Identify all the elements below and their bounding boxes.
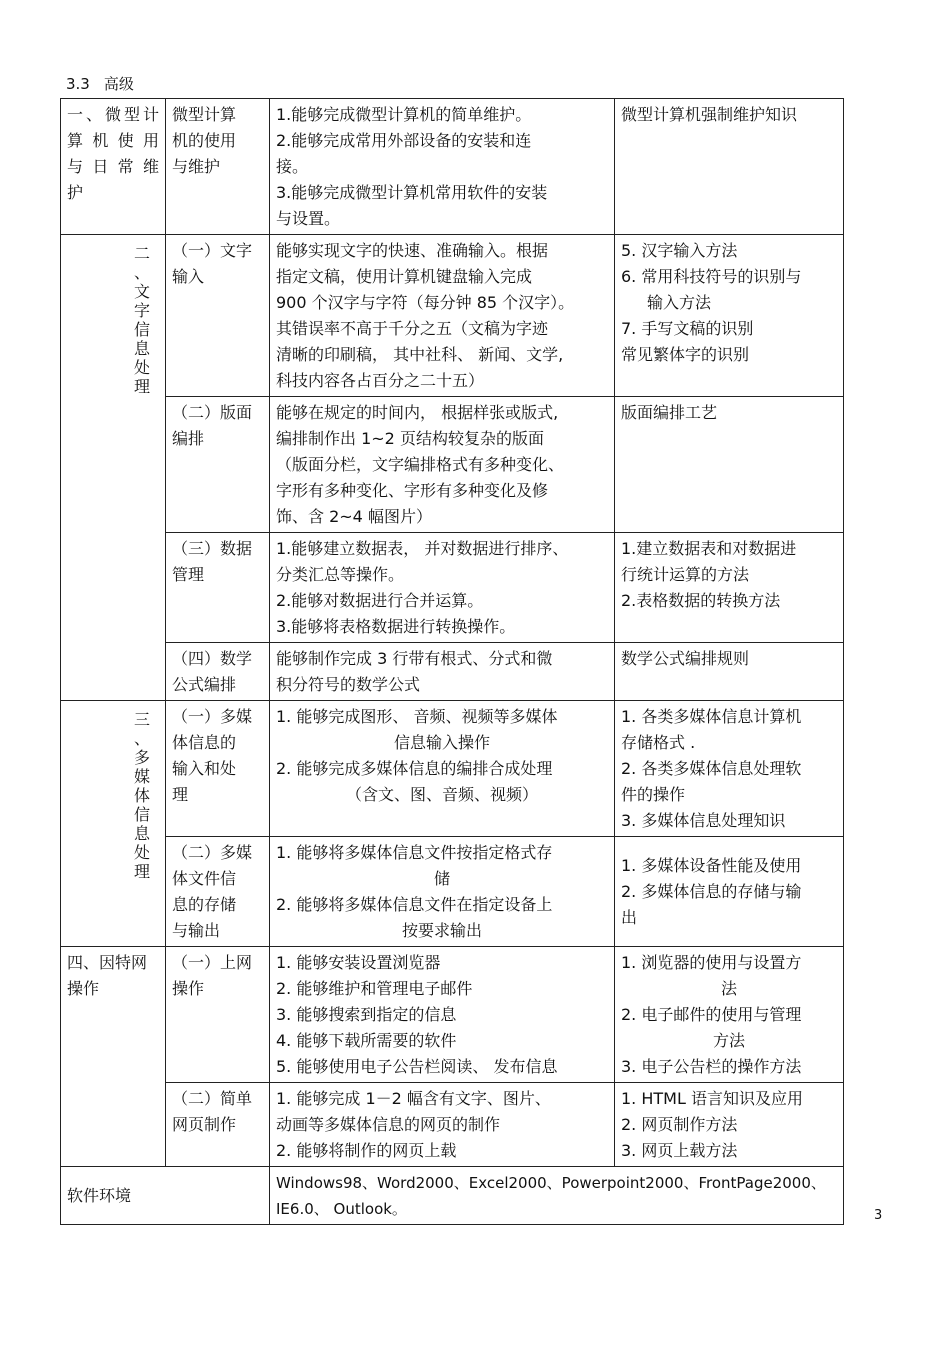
knowledge-cell: 1. 多媒体设备性能及使用 2. 多媒体信息的存储与输 出 bbox=[615, 837, 844, 947]
skills-cell: 能够实现文字的快速、准确输入。根据 指定文稿，使用计算机键盘输入完成 900 个汉字与字符（每分钟 85 个汉字）。 其错误率不高于千分之五（文稿为字迹 清晰的印刷稿， 其中社科、 新闻、文学, 科技内容各占百分之二十五） bbox=[270, 235, 615, 397]
subcategory-cell: （二）版面 编排 bbox=[166, 397, 270, 533]
software-list-cell: Windows98、Word2000、Excel2000、Powerpoint2000、FrontPage2000、 IE6.0、 Outlook。 bbox=[270, 1167, 844, 1225]
knowledge-cell: 数学公式编排规则 bbox=[615, 643, 844, 701]
knowledge-cell: 1.建立数据表和对数据进 行统计运算的方法 2.表格数据的转换方法 bbox=[615, 533, 844, 643]
skills-table bbox=[60, 98, 844, 1225]
knowledge-cell: 1. HTML 语言知识及应用 2. 网页制作方法 3. 网页上载方法 bbox=[615, 1083, 844, 1167]
table-row bbox=[61, 533, 844, 643]
subcategory-cell: （一）文字 输入 bbox=[166, 235, 270, 397]
subcategory-cell: （二）简单 网页制作 bbox=[166, 1083, 270, 1167]
skills-cell: 1.能够完成微型计算机的简单维护。 2.能够完成常用外部设备的安装和连 接。 3.能够完成微型计算机常用软件的安装 与设置。 bbox=[270, 99, 615, 235]
category-cell-maintenance: 一、微型计 算 机 使 用 与 日 常 维 护 bbox=[61, 99, 166, 235]
category-cell-text-processing: 二 、 文 字 信 息 处 理 bbox=[61, 235, 166, 701]
knowledge-cell: 1. 各类多媒体信息计算机 存储格式 . 2. 各类多媒体信息处理软 件的操作 3. 多媒体信息处理知识 bbox=[615, 701, 844, 837]
subcategory-cell: （四）数学 公式编排 bbox=[166, 643, 270, 701]
skills-cell: 1. 能够将多媒体信息文件按指定格式存 储 2. 能够将多媒体信息文件在指定设备上 按要求输出 bbox=[270, 837, 615, 947]
category-cell-multimedia: 三 、 多 媒 体 信 息 处 理 bbox=[61, 701, 166, 947]
page-number: 3 bbox=[874, 1208, 883, 1223]
subcategory-cell: （三）数据 管理 bbox=[166, 533, 270, 643]
table-row bbox=[61, 701, 844, 837]
subcategory-cell: （一）上网 操作 bbox=[166, 947, 270, 1083]
table-row bbox=[61, 397, 844, 533]
subcategory-cell: （一）多媒 体信息的 输入和处 理 bbox=[166, 701, 270, 837]
software-label-cell: 软件环境 bbox=[61, 1167, 270, 1225]
skills-cell: 1. 能够安装设置浏览器 2. 能够维护和管理电子邮件 3. 能够搜索到指定的信息 4. 能够下载所需要的软件 5. 能够使用电子公告栏阅读、 发布信息 bbox=[270, 947, 615, 1083]
section-title bbox=[66, 74, 134, 94]
section-number: 3.3 bbox=[66, 75, 90, 93]
table-row bbox=[61, 1167, 844, 1225]
subcategory-cell: （二）多媒 体文件信 息的存储 与输出 bbox=[166, 837, 270, 947]
subcategory-cell: 微型计算 机的使用 与维护 bbox=[166, 99, 270, 235]
table-row bbox=[61, 99, 844, 235]
knowledge-cell: 5. 汉字输入方法 6. 常用科技符号的识别与 输入方法 7. 手写文稿的识别 常见繁体字的识别 bbox=[615, 235, 844, 397]
table-row bbox=[61, 643, 844, 701]
skills-cell: 1. 能够完成 1－2 幅含有文字、图片、 动画等多媒体信息的网页的制作 2. 能够将制作的网页上载 bbox=[270, 1083, 615, 1167]
table-row bbox=[61, 837, 844, 947]
skills-cell: 1.能够建立数据表， 并对数据进行排序、 分类汇总等操作。 2.能够对数据进行合并运算。 3.能够将表格数据进行转换操作。 bbox=[270, 533, 615, 643]
knowledge-cell: 版面编排工艺 bbox=[615, 397, 844, 533]
skills-cell: 1. 能够完成图形、 音频、视频等多媒体 信息输入操作 2. 能够完成多媒体信息的编排合成处理 （含文、图、音频、视频） bbox=[270, 701, 615, 837]
table-row bbox=[61, 947, 844, 1083]
table-row bbox=[61, 235, 844, 397]
knowledge-cell: 微型计算机强制维护知识 bbox=[615, 99, 844, 235]
table-row bbox=[61, 1083, 844, 1167]
knowledge-cell: 1. 浏览器的使用与设置方 法 2. 电子邮件的使用与管理 方法 3. 电子公告栏的操作方法 bbox=[615, 947, 844, 1083]
category-cell-internet: 四、因特网 操作 bbox=[61, 947, 166, 1167]
skills-cell: 能够制作完成 3 行带有根式、分式和微 积分符号的数学公式 bbox=[270, 643, 615, 701]
section-title-text: 高级 bbox=[103, 75, 134, 93]
skills-cell: 能够在规定的时间内， 根据样张或版式, 编排制作出 1~2 页结构较复杂的版面 （版面分栏，文字编排格式有多种变化、 字形有多种变化、字形有多种变化及修 饰、含 2~4 幅图片） bbox=[270, 397, 615, 533]
